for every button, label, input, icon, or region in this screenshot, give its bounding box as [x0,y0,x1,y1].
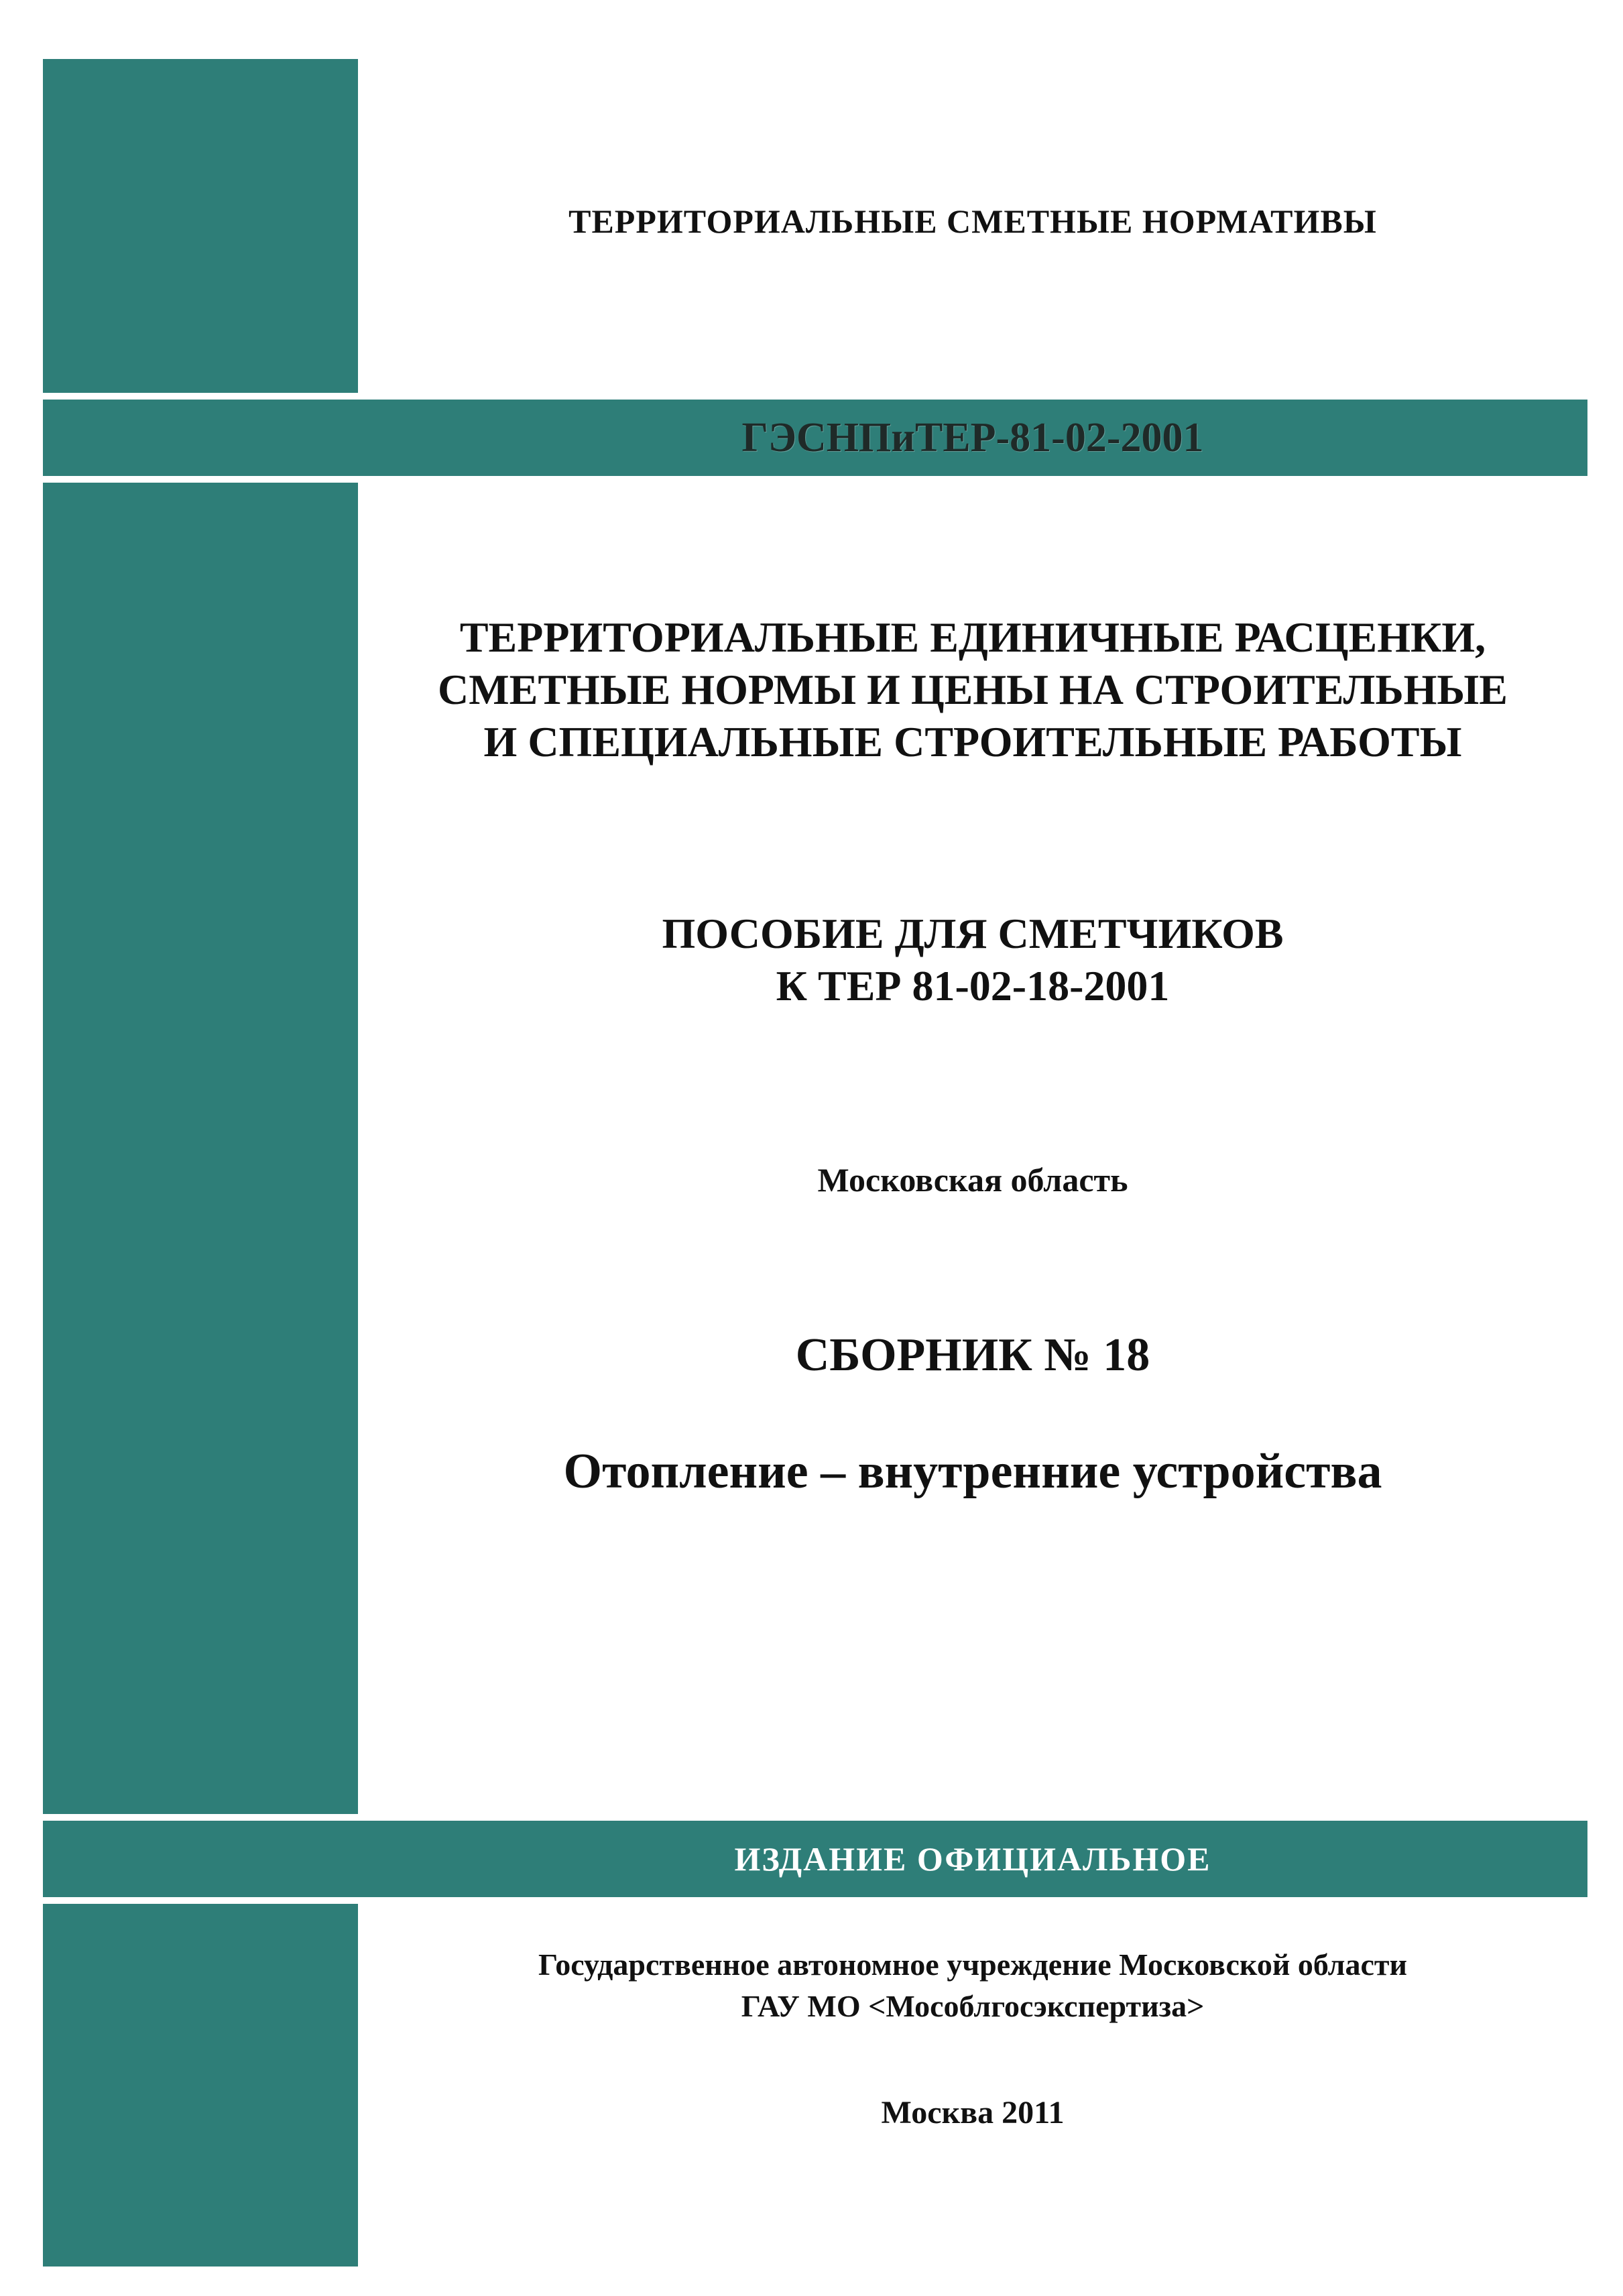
vertical-teal-band [43,59,358,2267]
main-title-line: ТЕРРИТОРИАЛЬНЫЕ ЕДИНИЧНЫЕ РАСЦЕНКИ, [459,613,1486,661]
publisher-line: ГАУ МО <Мособлгосэкспертиза> [741,1989,1205,2023]
main-title-line: СМЕТНЫЕ НОРМЫ И ЦЕНЫ НА СТРОИТЕЛЬНЫЕ [438,666,1508,713]
band-gap [43,1897,358,1904]
series-title: ТЕРРИТОРИАЛЬНЫЕ СМЕТНЫЕ НОРМАТИВЫ [568,202,1377,240]
region: Московская область [817,1161,1128,1199]
band-gap [43,1814,358,1821]
guide-title [358,908,1587,1012]
collection-number: СБОРНИК № 18 [795,1329,1150,1381]
city-year: Москва 2011 [881,2095,1065,2130]
main-title-line: И СПЕЦИАЛЬНЫЕ СТРОИТЕЛЬНЫЕ РАБОТЫ [483,718,1462,766]
publisher [358,1944,1587,2027]
guide-title-line: К ТЕР 81-02-18-2001 [776,962,1170,1010]
main-title [358,611,1587,768]
guide-title-line: ПОСОБИЕ ДЛЯ СМЕТЧИКОВ [662,910,1284,957]
collection-subject: Отопление – внутренние устройства [563,1444,1382,1499]
band-gap [43,393,358,400]
band-gap [43,476,358,483]
code-title: ГЭСНПиТЕР-81-02-2001 [741,415,1204,461]
official-edition-label: ИЗДАНИЕ ОФИЦИАЛЬНОЕ [734,1840,1211,1878]
publisher-line: Государственное автономное учреждение Московской области [538,1947,1408,1982]
